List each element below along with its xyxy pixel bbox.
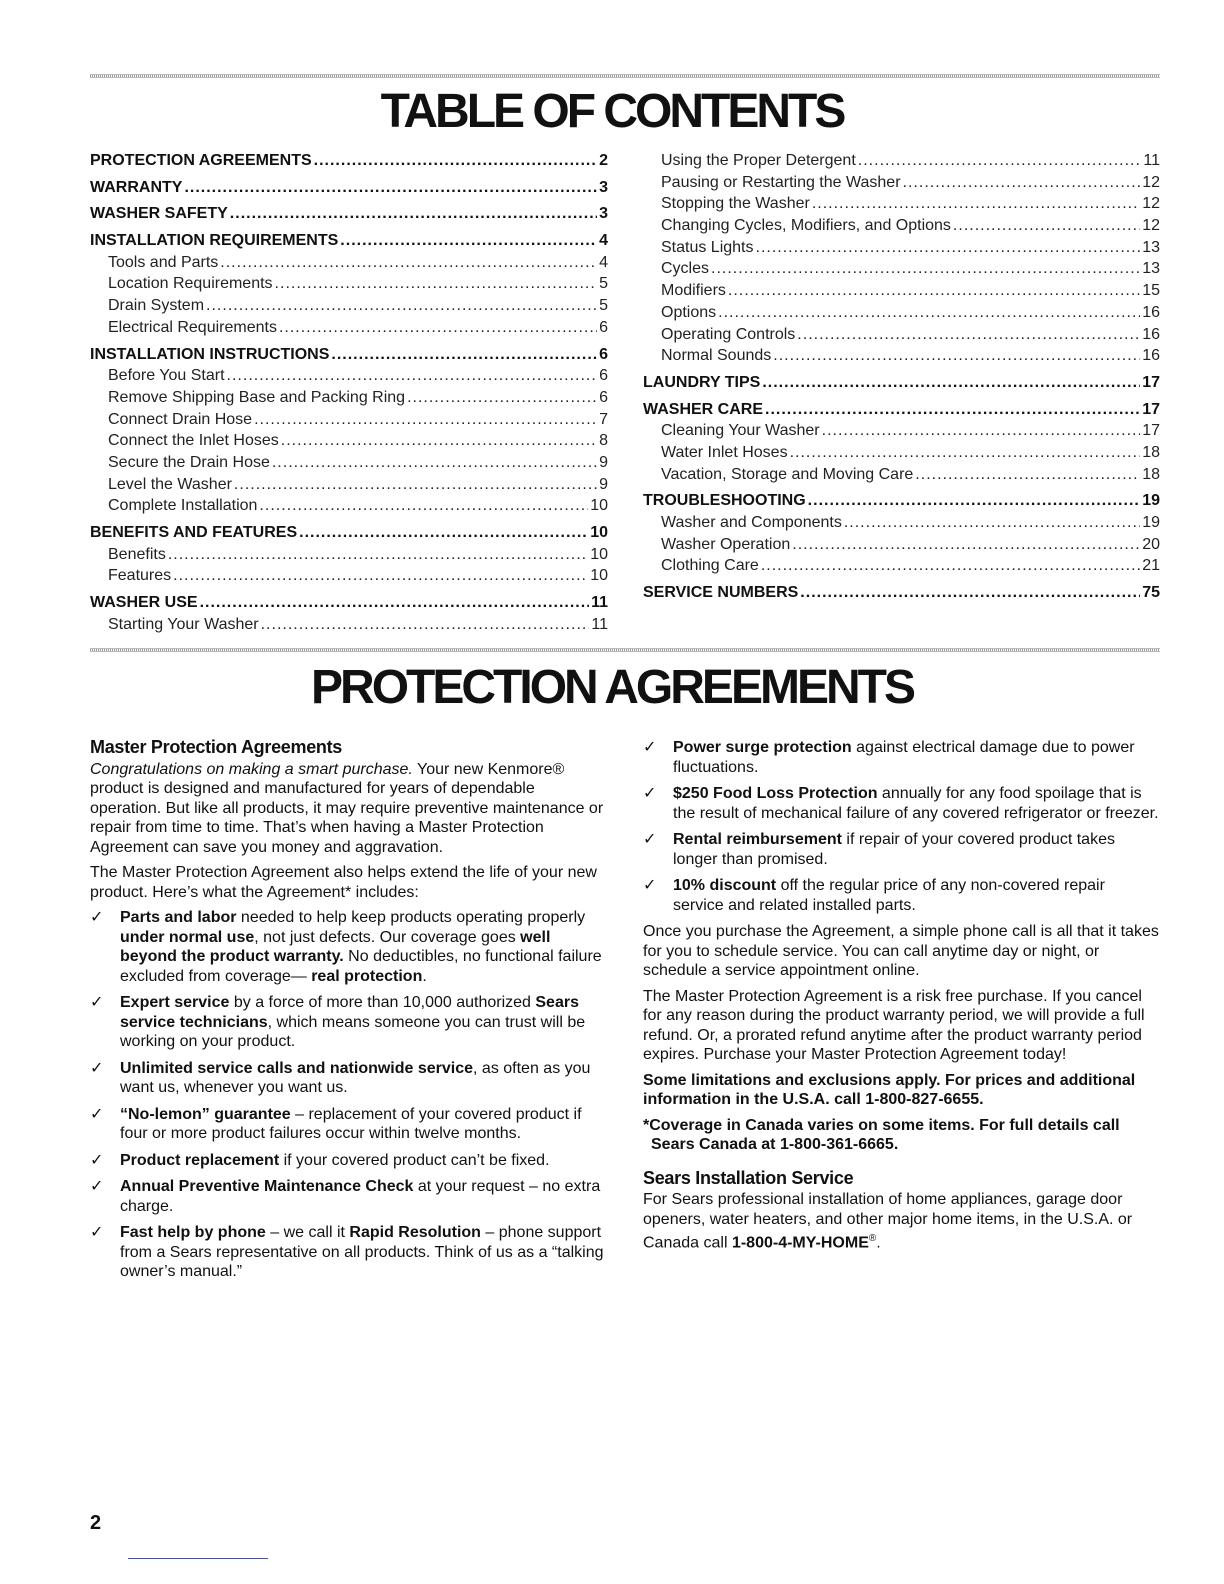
toc-left-column — [90, 150, 608, 635]
benefit-text — [120, 993, 610, 1052]
toc-entry-page: 6 — [599, 388, 608, 406]
installation-heading: Sears Installation Service — [643, 1167, 854, 1188]
toc-entry[interactable] — [643, 215, 1160, 237]
toc-entry[interactable] — [643, 582, 1160, 604]
toc-leader-dots — [903, 172, 1141, 194]
toc-entry[interactable] — [643, 280, 1160, 302]
checkmark-icon: ✓ — [90, 1224, 104, 1241]
toc-entry-label: Secure the Drain Hose — [108, 453, 270, 471]
toc-entry-label: BENEFITS AND FEATURES — [90, 524, 298, 541]
toc-leader-dots — [281, 430, 597, 452]
toc-entry-label: Electrical Requirements — [108, 318, 277, 336]
toc-entry-page: 16 — [1142, 347, 1160, 365]
toc-entry[interactable] — [90, 474, 608, 496]
toc-entry-page: 75 — [1142, 584, 1160, 602]
benefit-item — [90, 1059, 610, 1098]
toc-entry-label: Connect Drain Hose — [108, 410, 253, 428]
toc-leader-dots — [953, 215, 1140, 237]
protection-left-column — [90, 738, 610, 1289]
toc-leader-dots — [765, 399, 1140, 421]
toc-leader-dots — [773, 345, 1140, 367]
toc-leader-dots — [230, 203, 597, 225]
toc-leader-dots — [915, 464, 1140, 486]
toc-entry-label: Remove Shipping Base and Packing Ring — [108, 388, 406, 406]
toc-entry-label: Pausing or Restarting the Washer — [661, 173, 901, 191]
checkmark-icon: ✓ — [90, 994, 104, 1011]
toc-entry[interactable] — [643, 302, 1160, 324]
benefit-plain-text: , as often as you want us, whenever you want us. — [120, 1059, 591, 1096]
toc-leader-dots — [718, 302, 1140, 324]
toc-entry[interactable] — [90, 150, 608, 172]
toc-entry-page: 6 — [599, 367, 608, 385]
toc-entry-page: 19 — [1142, 514, 1160, 531]
toc-entry[interactable] — [90, 295, 608, 317]
installation-paragraph — [643, 1190, 1160, 1253]
toc-leader-dots — [272, 452, 597, 474]
benefit-bold-text: Sears service technicians — [120, 994, 579, 1031]
protection-right-column — [643, 738, 1160, 1259]
toc-entry-label: Options — [661, 303, 717, 321]
benefit-bold-text: Rental reimbursement — [673, 831, 842, 848]
toc-leader-dots — [331, 344, 597, 366]
toc-entry-label: Normal Sounds — [661, 347, 772, 365]
toc-entry-page: 11 — [591, 615, 608, 633]
benefit-text — [120, 1105, 610, 1144]
benefit-bold-text: real protection — [311, 967, 423, 985]
benefits-list-right — [643, 738, 1160, 915]
benefit-plain-text: against electrical damage due to power fluctuations. — [673, 739, 1135, 776]
middle-divider — [90, 648, 1160, 652]
toc-entry-page: 5 — [599, 297, 608, 315]
toc-entry-page: 21 — [1142, 557, 1160, 575]
toc-leader-dots — [728, 280, 1140, 302]
benefit-item — [643, 876, 1160, 915]
toc-entry-label: Changing Cycles, Modifiers, and Options — [661, 217, 951, 235]
page-number: 2 — [90, 1512, 102, 1534]
checkmark-icon: ✓ — [90, 1178, 104, 1195]
toc-entry[interactable] — [643, 193, 1160, 215]
intro-paragraph — [90, 760, 610, 858]
checkmark-icon: ✓ — [643, 877, 657, 894]
toc-entry[interactable] — [643, 399, 1160, 421]
toc-leader-dots — [227, 365, 598, 387]
toc-entry-page: 3 — [599, 178, 608, 196]
toc-leader-dots — [200, 592, 590, 614]
toc-leader-dots — [797, 324, 1140, 346]
toc-leader-dots — [279, 317, 597, 339]
toc-leader-dots — [234, 474, 597, 496]
toc-entry[interactable] — [643, 150, 1160, 172]
toc-entry-page: 12 — [1142, 173, 1160, 191]
benefit-plain-text: annually for any food spoilage that is the result of mechanical failure of any covered refrigerator or freezer. — [673, 785, 1159, 822]
intro-paragraph-2: The Master Protection Agreement also helps extend the life of your new product. Here’s what the Agreement* includes: — [90, 864, 597, 901]
toc-entry-page: 4 — [599, 253, 608, 271]
benefit-plain-text: if your covered product can’t be fixed. — [279, 1151, 550, 1169]
benefit-text — [673, 784, 1160, 823]
checkmark-icon: ✓ — [643, 739, 657, 756]
benefit-plain-text: at your request – no extra charge. — [120, 1178, 601, 1215]
benefit-plain-text: if repair of your covered product takes longer than promised. — [673, 831, 1115, 868]
benefit-bold-text: Parts and labor — [120, 909, 237, 926]
benefit-plain-text: – phone support from a Sears representative on all products. Think of us as a “talking owner’s manual.” — [120, 1224, 604, 1280]
toc-entry-label: Tools and Parts — [108, 253, 219, 271]
toc-entry-page: 6 — [599, 318, 608, 336]
limitations-note: Some limitations and exclusions apply. For prices and additional information in the U.S.A. call 1-800-827-6655. — [643, 1071, 1136, 1108]
toc-entry-page: 18 — [1142, 465, 1160, 483]
footer-line — [128, 1558, 268, 1559]
benefit-plain-text: . — [422, 967, 427, 985]
toc-entry[interactable] — [90, 203, 608, 225]
toc-entry[interactable] — [90, 544, 608, 566]
toc-entry[interactable] — [643, 464, 1160, 486]
intro-rest: Your new Kenmore® product is designed and manufactured for years of dependable operation. But like all products, it may require preventive maintenance or repair from time to time. That’s when having a Master Protection Agreement can save you money and aggravation. — [90, 760, 604, 856]
toc-entry[interactable] — [643, 345, 1160, 367]
toc-entry[interactable] — [90, 344, 608, 366]
toc-entry-page: 11 — [591, 594, 608, 612]
toc-entry-label: INSTALLATION REQUIREMENTS — [90, 232, 339, 250]
checkmark-icon: ✓ — [90, 1059, 104, 1077]
toc-entry-page: 9 — [599, 453, 608, 471]
toc-entry-label: Connect the Inlet Hoses — [108, 432, 279, 450]
benefit-item — [643, 784, 1160, 823]
toc-entry[interactable] — [90, 565, 608, 587]
checkmark-icon: ✓ — [90, 1105, 104, 1123]
toc-entry-label: LAUNDRY TIPS — [643, 373, 761, 391]
toc-entry-page: 10 — [590, 567, 608, 585]
installation-phone: 1-800-4-MY-HOME — [731, 1234, 869, 1252]
toc-entry-label: WASHER CARE — [643, 400, 764, 418]
toc-entry-page: 12 — [1142, 195, 1160, 213]
toc-entry-label: Features — [108, 567, 172, 585]
toc-entry-page: 15 — [1142, 282, 1160, 300]
benefit-bold-text: well beyond the product warranty. — [120, 928, 551, 965]
toc-entry[interactable] — [90, 317, 608, 339]
toc-entry-label: Stopping the Washer — [661, 195, 810, 213]
benefit-plain-text: off the regular price of any non-covered repair service and related installed parts. — [673, 877, 1105, 914]
toc-entry[interactable] — [643, 324, 1160, 346]
toc-entry-page: 5 — [599, 275, 608, 293]
benefit-item — [643, 830, 1160, 869]
toc-entry-label: PROTECTION AGREEMENTS — [90, 152, 312, 169]
toc-leader-dots — [812, 193, 1140, 215]
toc-entry-page: 3 — [599, 205, 608, 223]
toc-leader-dots — [858, 150, 1142, 172]
toc-leader-dots — [206, 295, 597, 317]
toc-entry[interactable] — [643, 237, 1160, 259]
toc-entry[interactable] — [90, 273, 608, 295]
toc-entry-page: 11 — [1143, 152, 1160, 169]
benefit-text — [120, 1059, 610, 1098]
benefit-text — [673, 738, 1160, 777]
toc-entry-label: Washer and Components — [661, 514, 842, 531]
toc-leader-dots — [761, 555, 1140, 577]
toc-entry-page: 18 — [1142, 443, 1160, 461]
toc-entry-page: 9 — [599, 475, 608, 493]
benefit-item — [90, 1105, 610, 1144]
toc-entry-label: Washer Operation — [661, 535, 791, 553]
benefit-bold-text: Annual Preventive Maintenance Check — [120, 1178, 414, 1195]
toc-entry[interactable] — [643, 442, 1160, 464]
toc-right-column — [643, 150, 1160, 604]
toc-entry-page: 6 — [599, 345, 608, 363]
toc-leader-dots — [173, 565, 588, 587]
benefit-plain-text: – replacement of your covered product if four or more product failures occur within twelve months. — [120, 1105, 582, 1142]
toc-entry-label: Cycles — [661, 260, 710, 278]
toc-entry[interactable] — [90, 522, 608, 544]
toc-entry-page: 10 — [590, 524, 608, 541]
toc-entry-label: Status Lights — [661, 238, 754, 256]
benefit-bold-text: “No-lemon” guarantee — [120, 1105, 291, 1123]
checkmark-icon: ✓ — [90, 1151, 104, 1169]
toc-leader-dots — [299, 522, 588, 544]
checkmark-icon: ✓ — [643, 831, 657, 848]
benefit-plain-text: needed to help keep products operating properly — [236, 909, 586, 926]
toc-leader-dots — [340, 230, 597, 252]
toc-entry-label: Level the Washer — [108, 475, 232, 493]
toc-entry[interactable] — [643, 534, 1160, 556]
toc-entry-page: 17 — [1142, 422, 1160, 440]
toc-entry[interactable] — [643, 512, 1160, 534]
protection-title: PROTECTION AGREEMENTS — [311, 661, 913, 714]
master-heading: Master Protection Agreements — [90, 737, 343, 757]
toc-leader-dots — [762, 372, 1140, 394]
benefit-plain-text: – we call it — [265, 1224, 350, 1241]
benefit-bold-text: Rapid Resolution — [349, 1224, 481, 1241]
toc-entry-label: Complete Installation — [108, 497, 258, 515]
toc-leader-dots — [407, 387, 597, 409]
toc-leader-dots — [259, 495, 588, 517]
toc-entry-page: 16 — [1142, 325, 1160, 343]
toc-entry-label: Modifiers — [661, 282, 726, 300]
toc-entry[interactable] — [643, 172, 1160, 194]
toc-leader-dots — [220, 252, 597, 274]
toc-entry-label: Benefits — [108, 545, 166, 563]
toc-entry-page: 2 — [599, 152, 608, 169]
once-paragraph: Once you purchase the Agreement, a simple phone call is all that it takes for you to schedule service. You can call anytime day or night, or schedule a service appointment online. — [643, 923, 1159, 979]
toc-entry[interactable] — [90, 592, 608, 614]
benefit-bold-text: under normal use — [120, 928, 255, 946]
toc-leader-dots — [711, 258, 1140, 280]
toc-entry[interactable] — [90, 614, 608, 636]
benefit-text — [120, 1177, 610, 1216]
toc-entry-page: 19 — [1142, 492, 1160, 510]
toc-entry-label: WASHER SAFETY — [90, 205, 228, 223]
benefit-item — [90, 1151, 610, 1171]
toc-entry-label: WARRANTY — [90, 178, 183, 196]
toc-entry-label: Operating Controls — [661, 325, 796, 343]
toc-entry-label: Location Requirements — [108, 275, 273, 293]
benefit-text — [673, 830, 1160, 869]
toc-entry-label: Clothing Care — [661, 557, 759, 575]
toc-leader-dots — [254, 409, 597, 431]
benefit-bold-text: 10% discount — [673, 877, 777, 894]
toc-entry[interactable] — [643, 555, 1160, 577]
toc-leader-dots — [314, 150, 597, 172]
toc-entry[interactable] — [643, 372, 1160, 394]
benefit-item — [90, 1177, 610, 1216]
checkmark-icon: ✓ — [90, 909, 104, 926]
toc-entry-label: Using the Proper Detergent — [661, 152, 856, 169]
benefit-bold-text: Fast help by phone — [120, 1224, 266, 1241]
toc-entry-page: 17 — [1142, 400, 1160, 418]
toc-entry-page: 20 — [1142, 535, 1160, 553]
installation-end: . — [876, 1234, 881, 1252]
toc-leader-dots — [275, 273, 598, 295]
toc-entry-label: Before You Start — [108, 367, 225, 385]
toc-title: TABLE OF CONTENTS — [380, 85, 844, 138]
benefit-plain-text: , which means someone you can trust will be working on your product. — [120, 1013, 586, 1050]
toc-entry-page: 13 — [1142, 260, 1160, 278]
toc-entry-label: INSTALLATION INSTRUCTIONS — [90, 345, 330, 363]
toc-entry-page: 16 — [1142, 303, 1160, 321]
benefit-plain-text: No deductibles, no functional failure excluded from coverage— — [120, 948, 602, 985]
toc-entry-label: Drain System — [108, 297, 205, 315]
toc-entry-page: 10 — [590, 497, 608, 515]
toc-entry-label: Water Inlet Hoses — [661, 443, 788, 461]
toc-entry[interactable] — [643, 490, 1160, 512]
benefit-plain-text: , not just defects. Our coverage goes — [254, 928, 521, 946]
benefit-item — [90, 908, 610, 986]
toc-leader-dots — [808, 490, 1141, 512]
toc-entry[interactable] — [90, 387, 608, 409]
toc-entry[interactable] — [90, 452, 608, 474]
benefit-item — [90, 1223, 610, 1282]
checkmark-icon: ✓ — [643, 785, 657, 802]
toc-entry-label: Starting Your Washer — [108, 615, 259, 633]
toc-entry-page: 13 — [1142, 238, 1160, 256]
toc-leader-dots — [792, 534, 1140, 556]
toc-entry[interactable] — [90, 230, 608, 252]
toc-entry[interactable] — [90, 365, 608, 387]
riskfree-paragraph: The Master Protection Agreement is a risk free purchase. If you cancel for any reason during the product warranty period, we will provide a full refund. Or, a prorated refund anytime after the product warranty period expires. Purchase your Master Protection Agreement today! — [643, 987, 1145, 1063]
toc-entry-page: 17 — [1142, 373, 1160, 391]
benefit-item — [90, 993, 610, 1052]
benefit-text — [673, 876, 1160, 915]
benefit-text — [120, 1223, 610, 1282]
toc-leader-dots — [790, 442, 1141, 464]
toc-entry[interactable] — [90, 430, 608, 452]
intro-italic: Congratulations on making a smart purchase. — [90, 760, 413, 778]
toc-entry-page: 8 — [599, 432, 608, 450]
toc-entry-page: 12 — [1142, 217, 1160, 235]
toc-leader-dots — [168, 544, 588, 566]
toc-leader-dots — [261, 614, 590, 636]
toc-leader-dots — [800, 582, 1140, 604]
benefit-bold-text: Expert service — [120, 994, 230, 1011]
benefit-bold-text: Product replacement — [120, 1151, 280, 1169]
toc-entry-page: 7 — [599, 410, 608, 428]
toc-leader-dots — [844, 512, 1140, 534]
benefit-item — [643, 738, 1160, 777]
toc-entry[interactable] — [90, 177, 608, 199]
toc-entry-label: TROUBLESHOOTING — [643, 492, 806, 510]
toc-entry[interactable] — [90, 409, 608, 431]
benefits-list-left — [90, 908, 610, 1282]
toc-entry[interactable] — [90, 252, 608, 274]
toc-entry-label: Cleaning Your Washer — [661, 422, 820, 440]
toc-entry-label: Vacation, Storage and Moving Care — [661, 465, 914, 483]
toc-entry-label: WASHER USE — [90, 594, 198, 612]
toc-entry-page: 10 — [590, 545, 608, 563]
installation-text: For Sears professional installation of home appliances, garage door openers, water heaters, and other major home items, in the U.S.A. or Canada call — [643, 1191, 1133, 1252]
canada-note: *Coverage in Canada varies on some items. For full details call Sears Canada at 1-800-361-6665. — [643, 1116, 1120, 1153]
toc-entry[interactable] — [643, 258, 1160, 280]
benefit-bold-text: Power surge protection — [673, 739, 852, 756]
benefit-bold-text: Unlimited service calls and nationwide service — [120, 1059, 474, 1077]
toc-leader-dots — [822, 420, 1141, 442]
registered-mark: ® — [868, 1233, 877, 1244]
top-divider — [90, 74, 1160, 78]
benefit-plain-text: by a force of more than 10,000 authorized — [229, 994, 536, 1011]
toc-entry[interactable] — [90, 495, 608, 517]
toc-entry-page: 4 — [599, 232, 608, 250]
benefit-text — [120, 1151, 610, 1171]
benefit-text — [120, 908, 610, 986]
toc-entry-label: SERVICE NUMBERS — [643, 584, 799, 602]
toc-leader-dots — [756, 237, 1141, 259]
toc-entry[interactable] — [643, 420, 1160, 442]
toc-leader-dots — [184, 177, 597, 199]
benefit-bold-text: $250 Food Loss Protection — [673, 785, 878, 802]
